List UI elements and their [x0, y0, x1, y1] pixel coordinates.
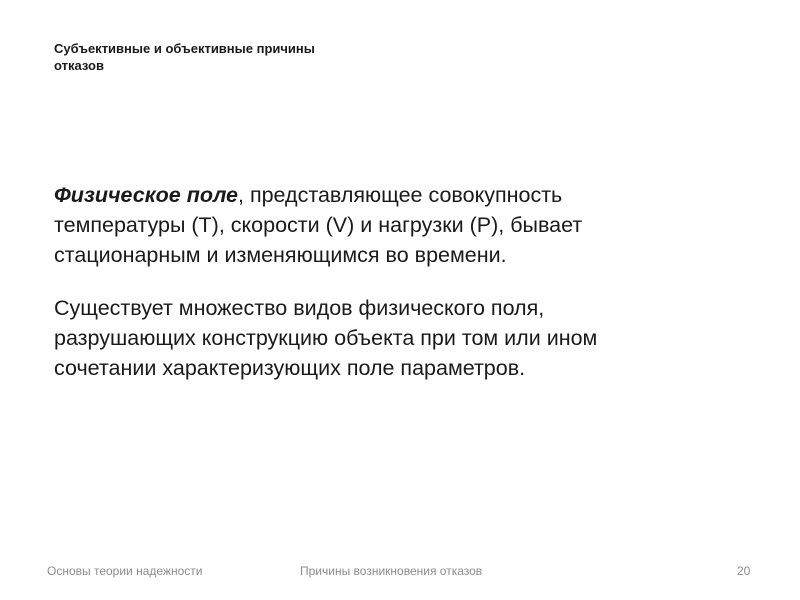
- footer-course-title: Основы теории надежности: [47, 564, 203, 578]
- paragraph2-line-3: сочетании характеризующих поле параметров.: [54, 356, 526, 380]
- slide-title: [54, 40, 414, 74]
- paragraph1-line-1: [54, 180, 754, 210]
- title-line-1: Субъективные и объективные причины: [54, 41, 315, 56]
- paragraph-field-types: [54, 293, 754, 383]
- footer-page-number: 20: [737, 564, 751, 578]
- term-physical-field: Физическое поле: [54, 183, 239, 207]
- title-line-2: отказов: [54, 58, 104, 73]
- slide-body: [54, 180, 754, 406]
- footer-section-title: Причины возникновения отказов: [300, 564, 483, 578]
- paragraph1-line-1-rest: , представляющее совокупность: [238, 183, 563, 207]
- paragraph2-line-1: Существует множество видов физического поля,: [54, 296, 545, 320]
- paragraph-physical-field: [54, 180, 754, 270]
- paragraph1-line-3: стационарным и изменяющимся во времени.: [54, 243, 507, 267]
- paragraph1-line-2: температуры (Т), скорости (V) и нагрузки (Р), бывает: [54, 213, 583, 237]
- paragraph2-line-2: разрушающих конструкцию объекта при том или ином: [54, 326, 598, 350]
